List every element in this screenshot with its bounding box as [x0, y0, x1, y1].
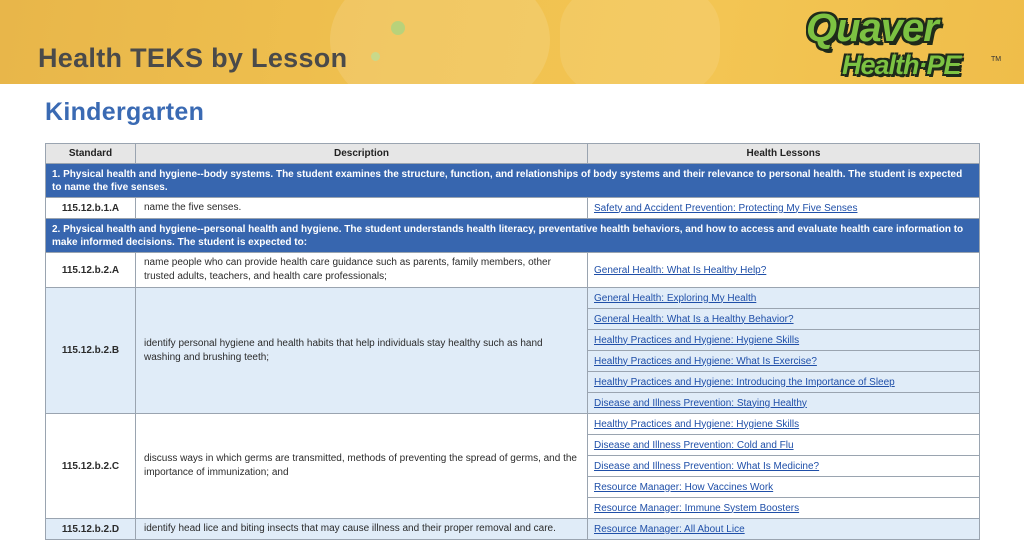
lesson-link[interactable]: Healthy Practices and Hygiene: What Is Exercise? — [594, 355, 817, 367]
table-row — [46, 414, 980, 435]
standard-cell: 115.12.b.2.A — [46, 253, 136, 288]
logo-text-quaver: Quaver — [806, 6, 938, 50]
lesson-link[interactable]: Healthy Practices and Hygiene: Introducing the Importance of Sleep — [594, 376, 895, 388]
table-row — [46, 253, 980, 288]
table-row — [46, 198, 980, 219]
lesson-link[interactable]: Healthy Practices and Hygiene: Hygiene Skills — [594, 334, 800, 346]
table-row — [46, 519, 980, 540]
table-row — [46, 288, 980, 309]
grade-heading: Kindergarten — [45, 98, 205, 126]
logo-text-health-pe: Health·PE — [842, 50, 961, 80]
lesson-cell — [588, 372, 980, 393]
description-cell: identify head lice and biting insects that may cause illness and their proper removal and care. — [136, 519, 588, 540]
lesson-link[interactable]: General Health: Exploring My Health — [594, 292, 757, 304]
standard-cell: 115.12.b.1.A — [46, 198, 136, 219]
table-header-row — [46, 144, 980, 164]
description-cell: discuss ways in which germs are transmitted, methods of preventing the spread of germs, and the importance of immunization; and — [136, 414, 588, 519]
lesson-link[interactable]: Safety and Accident Prevention: Protecting My Five Senses — [594, 202, 858, 214]
banner-decoration — [330, 0, 550, 84]
lesson-cell — [588, 351, 980, 372]
lesson-link[interactable]: General Health: What Is a Healthy Behavior? — [594, 313, 794, 325]
page-title: Health TEKS by Lesson — [38, 43, 348, 73]
description-cell: name people who can provide health care guidance such as parents, family members, other trusted adults, teachers, and health care professionals; — [136, 253, 588, 288]
lesson-link[interactable]: Resource Manager: How Vaccines Work — [594, 481, 774, 493]
lesson-cell — [588, 309, 980, 330]
lesson-cell — [588, 435, 980, 456]
banner-dot — [371, 52, 380, 61]
banner-dot — [391, 21, 405, 35]
column-header-health-lessons: Health Lessons — [588, 144, 980, 164]
lesson-cell — [588, 456, 980, 477]
quaver-health-pe-logo — [800, 4, 1000, 84]
section-heading-2: 2. Physical health and hygiene--personal health and hygiene. The student understands health literacy, preventative health behaviors, and how to access and evaluate health care information to make informed decisions. The student is expected to: — [46, 219, 980, 253]
lesson-cell — [588, 477, 980, 498]
column-header-description: Description — [136, 144, 588, 164]
lesson-link[interactable]: Disease and Illness Prevention: What Is Medicine? — [594, 460, 820, 472]
lesson-cell — [588, 393, 980, 414]
description-cell: name the five senses. — [136, 198, 588, 219]
lesson-cell — [588, 414, 980, 435]
description-cell: identify personal hygiene and health habits that help individuals stay healthy such as hand washing and brushing teeth; — [136, 288, 588, 414]
lesson-cell — [588, 498, 980, 519]
lesson-link[interactable]: Disease and Illness Prevention: Cold and Flu — [594, 439, 794, 451]
lesson-link[interactable]: Disease and Illness Prevention: Staying Healthy — [594, 397, 807, 409]
banner-decoration — [560, 0, 720, 84]
lesson-link[interactable]: General Health: What Is Healthy Help? — [594, 264, 767, 276]
standard-cell: 115.12.b.2.B — [46, 288, 136, 414]
logo-trademark: TM — [991, 56, 1002, 63]
section-row — [46, 219, 980, 253]
lesson-cell — [588, 288, 980, 309]
header-banner — [0, 0, 1024, 84]
section-heading-1: 1. Physical health and hygiene--body systems. The student examines the structure, function, and relationships of body systems and their relevance to personal health. The student is expected to name the five senses. — [46, 164, 980, 198]
lesson-link[interactable]: Healthy Practices and Hygiene: Hygiene Skills — [594, 418, 800, 430]
column-header-standard: Standard — [46, 144, 136, 164]
teks-table — [45, 143, 980, 540]
lesson-cell — [588, 198, 980, 219]
lesson-link[interactable]: Resource Manager: All About Lice — [594, 523, 745, 535]
standard-cell: 115.12.b.2.C — [46, 414, 136, 519]
lesson-cell — [588, 253, 980, 288]
standard-cell: 115.12.b.2.D — [46, 519, 136, 540]
lesson-cell — [588, 330, 980, 351]
lesson-link[interactable]: Resource Manager: Immune System Boosters — [594, 502, 800, 514]
lesson-cell — [588, 519, 980, 540]
section-row — [46, 164, 980, 198]
